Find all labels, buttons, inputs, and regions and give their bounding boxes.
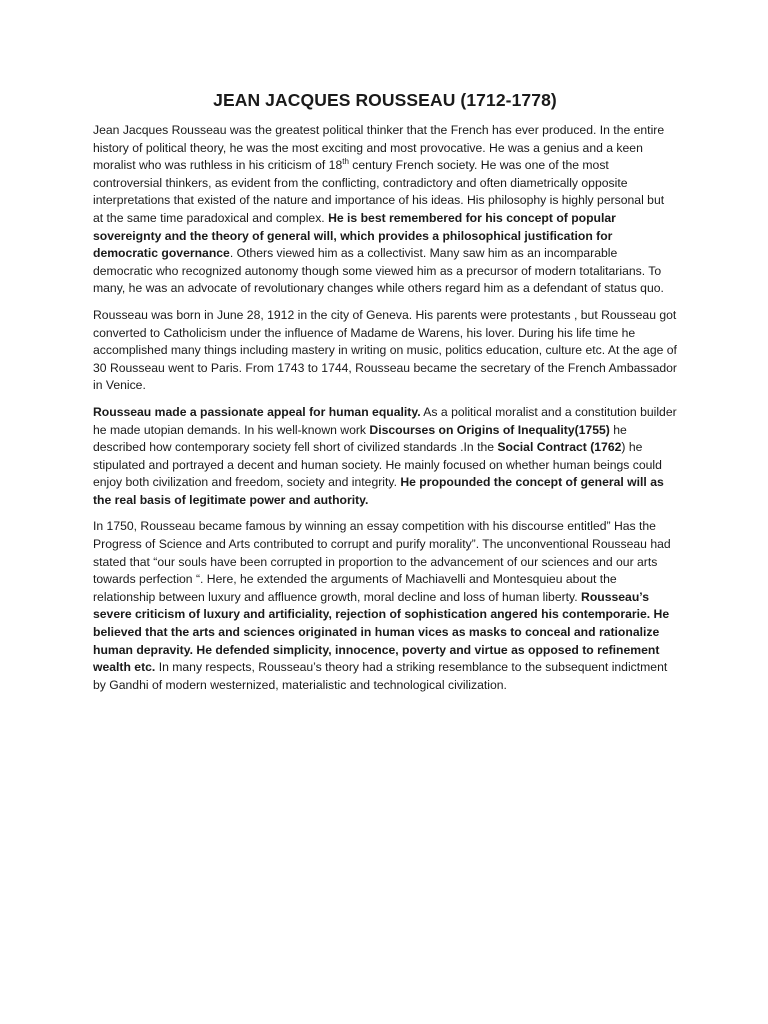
paragraph-text: ) he stipulated and portrayed a decent and human society. He mainly focused on whether human beings could enjoy both civilization and freedom, society and integrity. bbox=[93, 440, 662, 490]
paragraph-text: In many respects, Rousseau’s theory had a striking resemblance to the subsequent indictment by Gandhi of modern westernized, materialistic and technological civilization. bbox=[93, 660, 668, 692]
document-title: JEAN JACQUES ROUSSEAU (1712-1778) bbox=[213, 90, 557, 110]
paragraph-biography: Rousseau was born in June 28, 1912 in the city of Geneva. His parents were protestants , but Rousseau got converted to Catholicism under the influence of Madame de Warens, his lover. During his life time he accomplished many things including mastery in writing on music, politics education, culture etc. At the age of 30 Rousseau went to Paris. From 1743 to 1744, Rousseau became the secretary of the French Ambassador in Venice. bbox=[93, 307, 677, 393]
superscript-ordinal: th bbox=[342, 157, 349, 167]
paragraph-equality bbox=[93, 404, 677, 510]
paragraph-text: As a political moralist and a constitution builder he made utopian demands. In his well-known work bbox=[93, 404, 677, 437]
bold-emphasis: He is best remembered for his concept of popular sovereignty and the theory of general will, which provides a philosophical justification for democratic governance bbox=[93, 210, 616, 261]
paragraph-text: Jean Jacques Rousseau was the greatest political thinker that the French has ever produced. In the entire history of political theory, he was the most exciting and most provocative. He was a genius and a keen moralist who was ruthless in his criticism of 18 bbox=[93, 123, 665, 173]
document-page bbox=[93, 88, 677, 703]
bold-emphasis: Rousseau’s severe criticism of luxury and artificiality, rejection of sophistication angered his contemporarie. He believed that the arts and sciences originated in human vices as masks to conceal and rationalize human depravity. He defended simplicity, innocence, poverty and virtue as opposed to refinement wealth etc. bbox=[93, 589, 670, 675]
paragraph-introduction bbox=[93, 122, 677, 298]
bold-work-title: Social Contract (1762 bbox=[497, 440, 622, 455]
paragraph-text: he described how contemporary society fell short of civilized standards .In the bbox=[93, 422, 627, 455]
paragraph-text: . Others viewed him as a collectivist. Many saw him as an incomparable democratic who recognized autonomy though some viewed him as a precursor of modern totalitarians. To many, he was an advocate of revolutionary changes while others regard him as a defendant of status quo. bbox=[93, 246, 664, 296]
paragraph-text: In 1750, Rousseau became famous by winning an essay competition with his discourse entitled” Has the Progress of Science and Arts contributed to corrupt and purify morality”. The unconventional Rousseau had stated that “our souls have been corrupted in proportion to the advancement of our sciences and our arts towards perfection “. Here, he extended the arguments of Machiavelli and Montesquieu about the relationship between luxury and affluence growth, moral decline and loss of human liberty. bbox=[93, 519, 671, 604]
bold-emphasis: Rousseau made a passionate appeal for human equality. bbox=[93, 404, 421, 419]
paragraph-text: century French society. He was one of the most controversial thinkers, as evident from the conflicting, contradictory and often diametrically opposite interpretations that existed of the nature and importance of his ideas. His philosophy is highly personal but at the same time paradoxical and complex. bbox=[93, 158, 665, 225]
bold-work-title: Discourses on Origins of Inequality(1755) bbox=[369, 422, 610, 437]
paragraph-essay-competition bbox=[93, 518, 677, 694]
bold-emphasis: He propounded the concept of general will as the real basis of legitimate power and authority. bbox=[93, 475, 664, 507]
